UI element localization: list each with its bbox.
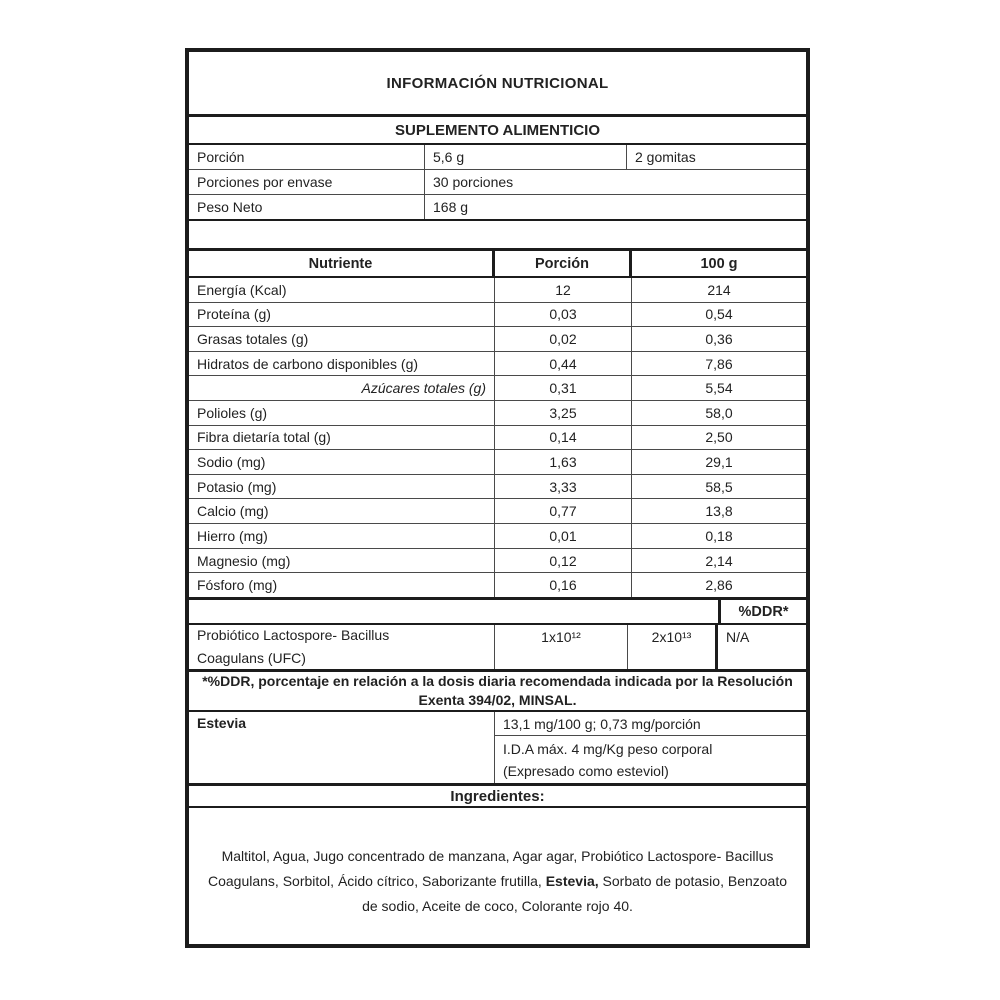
- ddr-column-header: %DDR*: [718, 600, 806, 623]
- nutrient-per100-value: 0,54: [705, 306, 733, 323]
- nutrient-table-body: [189, 278, 806, 597]
- serving-value: 168 g: [433, 199, 469, 215]
- nutrient-portion-value: 0,01: [495, 524, 632, 548]
- spacer-row: [189, 221, 806, 251]
- table-row: [189, 278, 806, 302]
- estevia-ida-line2: (Expresado como esteviol): [503, 763, 669, 779]
- serving-name: Peso Neto: [189, 195, 425, 219]
- nutrient-portion-value: 1,63: [495, 450, 632, 474]
- probiotic-portion-value: 1x10¹²: [495, 625, 628, 669]
- nutrient-name: Sodio (mg): [189, 450, 495, 474]
- estevia-row: [189, 712, 806, 783]
- nutrient-name: Magnesio (mg): [189, 549, 495, 573]
- ingredients-paragraph: [199, 844, 796, 944]
- table-row: [189, 400, 806, 425]
- nutrient-portion-value: 0,44: [495, 352, 632, 376]
- column-header-100g: 100 g: [700, 255, 738, 272]
- nutrient-portion-value: 0,12: [495, 549, 632, 573]
- nutrient-portion-value: 0,14: [495, 426, 632, 450]
- estevia-details: [495, 712, 806, 783]
- serving-name: Porciones por envase: [189, 170, 425, 194]
- serving-value: 5,6 g: [425, 145, 627, 169]
- probiotic-row: [189, 625, 806, 672]
- table-row-azucares: [189, 375, 806, 400]
- nutrient-portion-value: 3,33: [495, 475, 632, 499]
- probiotic-ddr-value: N/A: [726, 629, 750, 645]
- nutrient-name: Fósforo (mg): [189, 573, 495, 597]
- table-row: [189, 351, 806, 376]
- estevia-ida-line1: I.D.A máx. 4 mg/Kg peso corporal: [503, 741, 713, 757]
- nutrient-name: Hidratos de carbono disponibles (g): [189, 352, 495, 376]
- nutrient-per100-value: 5,54: [705, 380, 733, 397]
- nutrient-portion-value: 0,16: [495, 573, 632, 597]
- nutrient-name: Hierro (mg): [189, 524, 495, 548]
- ddr-footnote: *%DDR, porcentaje en relación a la dosis diaria recomendada indicada por la Resolución Exenta 394/02, MINSAL.: [189, 672, 806, 712]
- label-subtitle: SUPLEMENTO ALIMENTICIO: [189, 117, 806, 145]
- estevia-ida: [495, 736, 806, 783]
- nutrient-portion-value: 0,77: [495, 499, 632, 523]
- table-row: [189, 523, 806, 548]
- probiotic-per100-value: 2x10¹³: [628, 625, 718, 669]
- table-row: [189, 326, 806, 351]
- nutrient-per100-value: 0,18: [705, 527, 733, 544]
- ddr-header-row: [189, 597, 806, 625]
- table-row: [189, 572, 806, 597]
- table-row: [189, 425, 806, 450]
- nutrient-portion-value: 12: [495, 278, 632, 302]
- table-row: [189, 474, 806, 499]
- nutrient-per100-value: 29,1: [705, 454, 733, 471]
- nutrient-portion-value: 0,02: [495, 327, 632, 351]
- nutrient-per100-value: 0,36: [705, 331, 733, 348]
- nutrient-portion-value: 0,31: [495, 376, 632, 400]
- table-row: [189, 498, 806, 523]
- nutrient-name: Energía (Kcal): [189, 278, 495, 302]
- nutrient-name: Proteína (g): [189, 303, 495, 327]
- serving-name: Porción: [189, 145, 425, 169]
- serving-extra: 2 gomitas: [635, 149, 696, 165]
- nutrient-name: Polioles (g): [189, 401, 495, 425]
- nutrient-per100-value: 58,5: [705, 478, 733, 495]
- nutrition-label: [185, 48, 810, 948]
- table-row: [189, 548, 806, 573]
- estevia-amount: 13,1 mg/100 g; 0,73 mg/porción: [495, 712, 806, 736]
- label-title: INFORMACIÓN NUTRICIONAL: [189, 52, 806, 117]
- nutrient-name: Grasas totales (g): [189, 327, 495, 351]
- nutrient-name: Potasio (mg): [189, 475, 495, 499]
- ingredients-text-after: Sorbato de potasio, Benzoato de sodio, Aceite de coco, Colorante rojo 40.: [362, 873, 788, 914]
- ingredients-text: [189, 808, 806, 944]
- nutrient-per100-value: 2,50: [705, 429, 733, 446]
- serving-row-porcion: [189, 145, 806, 170]
- nutrient-per100-value: 2,86: [705, 577, 733, 594]
- serving-value: 30 porciones: [433, 174, 514, 190]
- nutrient-per100-value: 13,8: [705, 503, 733, 520]
- column-header-porcion: Porción: [495, 251, 632, 276]
- probiotic-name-text: Probiótico Lactospore- Bacillus Coagulans (UFC): [197, 627, 390, 666]
- probiotic-name: [189, 625, 495, 669]
- nutrient-name: Azúcares totales (g): [189, 376, 495, 400]
- nutrient-per100-value: 7,86: [705, 355, 733, 372]
- serving-row-envase: [189, 170, 806, 195]
- nutrient-per100-value: 58,0: [705, 404, 733, 421]
- nutrient-name: Fibra dietaría total (g): [189, 426, 495, 450]
- nutrient-portion-value: 0,03: [495, 303, 632, 327]
- estevia-name: Estevia: [189, 712, 495, 783]
- nutrient-name: Calcio (mg): [189, 499, 495, 523]
- ingredients-text-bold: Estevia,: [545, 873, 599, 889]
- table-row: [189, 449, 806, 474]
- table-row: [189, 302, 806, 327]
- nutrient-portion-value: 3,25: [495, 401, 632, 425]
- ingredients-header: Ingredientes:: [189, 783, 806, 808]
- nutrient-per100-value: 2,14: [705, 552, 733, 569]
- nutrient-table-header: [189, 251, 806, 278]
- serving-row-peso-neto: [189, 195, 806, 221]
- column-header-nutriente: Nutriente: [189, 251, 495, 276]
- nutrient-per100-value: 214: [707, 281, 731, 298]
- ddr-spacer: [189, 600, 718, 623]
- ingredients-text-before: Maltitol, Agua, Jugo concentrado de manzana, Agar agar, Probiótico Lactospore- Bacillus Coagulans, Sorbitol, Ácido cítrico, Saborizante frutilla,: [207, 848, 774, 889]
